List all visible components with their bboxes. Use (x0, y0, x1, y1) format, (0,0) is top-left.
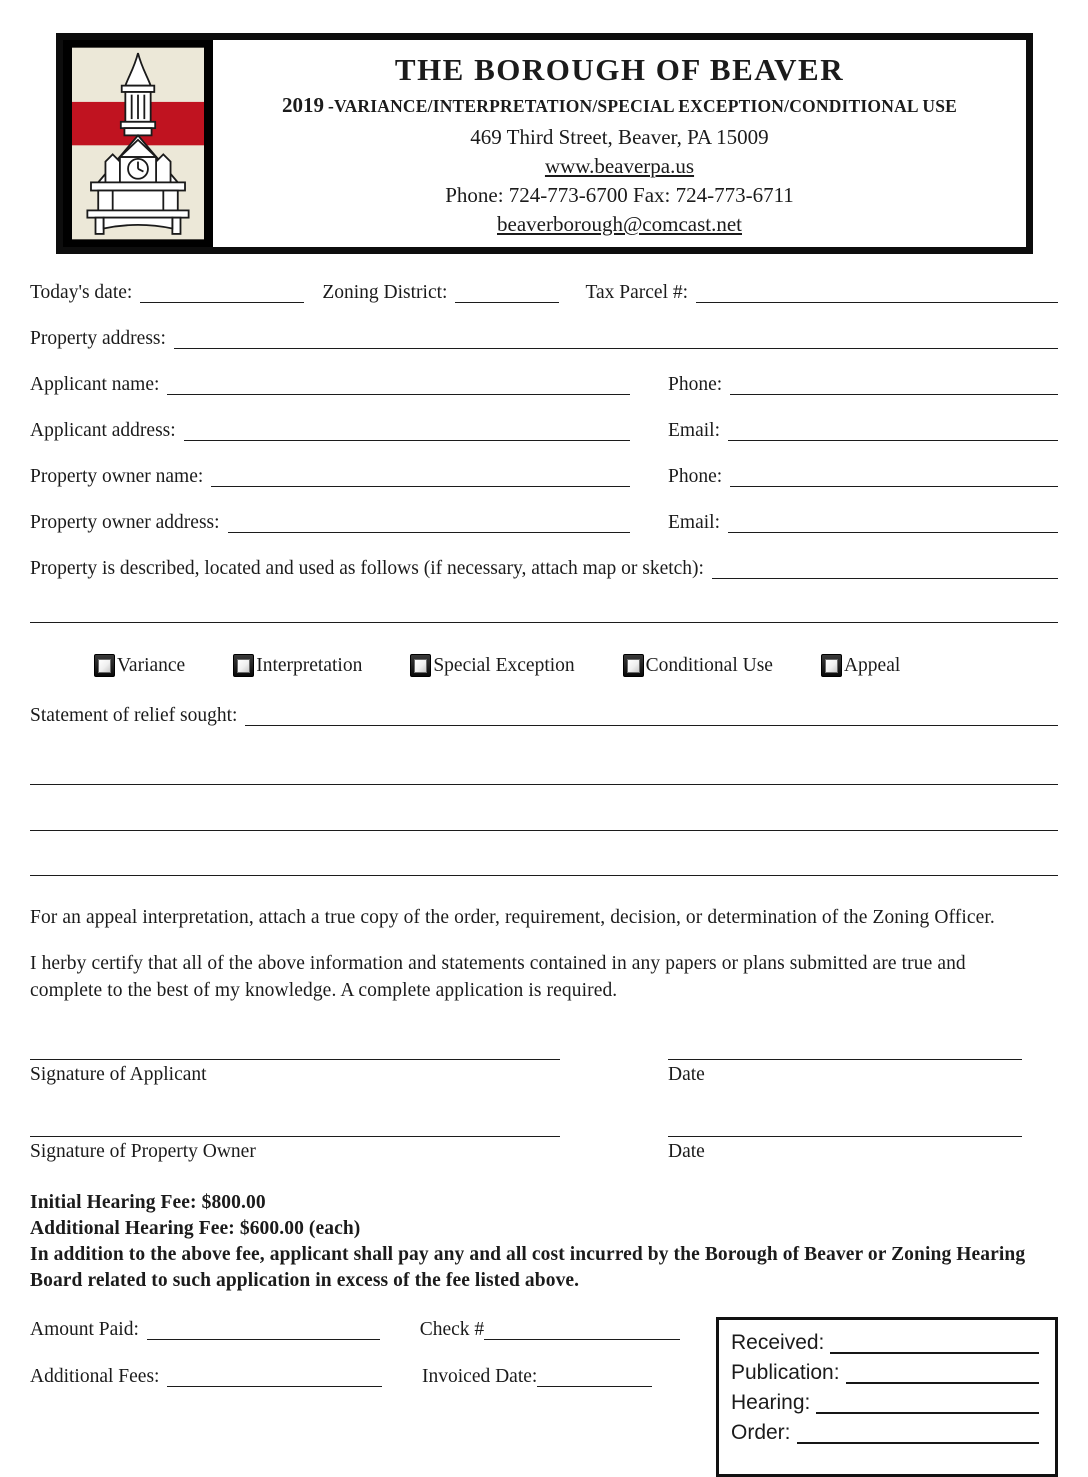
publication-input-line[interactable] (846, 1368, 1039, 1384)
variance-checkbox-face (98, 659, 111, 673)
owner-date-label: Date (668, 1141, 705, 1162)
row-property-described (30, 556, 1058, 582)
property-described-continuation-line[interactable] (30, 622, 1058, 623)
conditional-use-checkbox[interactable] (623, 654, 644, 677)
checkbox-item-variance (94, 654, 185, 677)
payment-row-1 (30, 1317, 680, 1343)
amount-paid-input-line[interactable] (147, 1326, 380, 1340)
additional-fee-line: Additional Hearing Fee: $600.00 (each) (30, 1218, 361, 1239)
row-owner-name (30, 464, 1058, 490)
appeal-checkbox-face (825, 659, 838, 673)
row-date-zoning-parcel (30, 280, 1058, 306)
applicant-phone-input-line[interactable] (730, 381, 1058, 395)
application-type-checkboxes (94, 654, 1058, 677)
publication-label: Publication: (731, 1361, 840, 1384)
header-text-block (213, 40, 1026, 247)
applicant-date-label: Date (668, 1064, 705, 1085)
applicant-email-input-line[interactable] (728, 427, 1058, 441)
interpretation-checkbox[interactable] (233, 654, 254, 677)
interpretation-checkbox-face (237, 659, 250, 673)
applicant-email-label: Email: (668, 420, 720, 441)
logo-frame (63, 40, 213, 247)
appeal-checkbox[interactable] (821, 654, 842, 677)
payment-section (30, 1317, 1058, 1477)
row-property-address (30, 326, 1058, 352)
todays-date-label: Today's date: (30, 282, 133, 303)
hearing-input-line[interactable] (816, 1398, 1039, 1414)
row-relief-sought (30, 703, 1058, 729)
initial-fee-line: Initial Hearing Fee: $800.00 (30, 1192, 266, 1213)
checkbox-item-conditional-use (623, 654, 773, 677)
street-address: 469 Third Street, Beaver, PA 15009 (470, 125, 769, 149)
fee-notice (30, 1190, 1040, 1294)
owner-signature-label: Signature of Property Owner (30, 1141, 256, 1162)
owner-phone-input-line[interactable] (730, 473, 1058, 487)
check-number-input-line[interactable] (484, 1326, 680, 1340)
applicant-signature-row (30, 1040, 1058, 1088)
relief-continuation-line-1[interactable] (30, 784, 1058, 785)
invoiced-date-label: Invoiced Date: (422, 1366, 538, 1387)
applicant-date-line[interactable] (668, 1040, 1022, 1060)
clock-tower-logo (72, 47, 204, 240)
additional-fees-label: Additional Fees: (30, 1366, 160, 1387)
checkbox-item-special-exception (410, 654, 574, 677)
applicant-address-label: Applicant address: (30, 420, 176, 441)
form-subtitle (213, 90, 1026, 123)
property-described-label: Property is described, located and used as follows (if necessary, attach map or sketch): (30, 558, 704, 579)
todays-date-input-line[interactable] (140, 289, 304, 303)
form-body (0, 280, 1088, 1477)
application-form-page (0, 33, 1088, 1444)
publication-row (731, 1358, 1039, 1388)
relief-continuation-line-2[interactable] (30, 830, 1058, 831)
order-input-line[interactable] (797, 1428, 1039, 1444)
page-title: THE BOROUGH OF BEAVER (394, 52, 845, 87)
row-applicant-address (30, 418, 1058, 444)
owner-phone-label: Phone: (668, 466, 723, 487)
relief-sought-input-line[interactable] (245, 712, 1058, 726)
row-owner-address (30, 510, 1058, 536)
appeal-note: For an appeal interpretation, attach a true copy of the order, requirement, decision, or determination of the Zoning Officer. (30, 907, 995, 928)
phone-fax: Phone: 724-773-6700 Fax: 724-773-6711 (445, 183, 794, 207)
owner-email-label: Email: (668, 512, 720, 533)
email-link[interactable]: beaverborough@comcast.net (497, 212, 742, 236)
owner-name-label: Property owner name: (30, 466, 204, 487)
applicant-address-input-line[interactable] (184, 427, 630, 441)
order-row (731, 1418, 1039, 1448)
special-exception-label: Special Exception (433, 654, 575, 676)
additional-fees-input-line[interactable] (167, 1373, 382, 1387)
property-described-input-line[interactable] (712, 565, 1058, 579)
payment-fields (30, 1317, 680, 1477)
owner-address-input-line[interactable] (228, 519, 630, 533)
form-subtitle-text: -VARIANCE/INTERPRETATION/SPECIAL EXCEPTION/CONDITIONAL USE (327, 96, 958, 116)
relief-sought-label: Statement of relief sought: (30, 705, 238, 726)
fee-note: In addition to the above fee, applicant shall pay any and all cost incurred by the Borough of Beaver or Zoning Hearing Board related to such application in excess of the fee listed above. (30, 1244, 1026, 1291)
office-use-box (716, 1317, 1058, 1477)
applicant-name-label: Applicant name: (30, 374, 160, 395)
certification-statement: I herby certify that all of the above information and statements contained in any papers or plans submitted are true and complete to the best of my knowledge. A complete application is required. (30, 953, 966, 1001)
payment-row-2 (30, 1364, 680, 1390)
owner-signature-line[interactable] (30, 1117, 560, 1137)
checkbox-item-interpretation (233, 654, 362, 677)
received-row (731, 1328, 1039, 1358)
variance-label: Variance (117, 654, 186, 676)
website-link[interactable]: www.beaverpa.us (544, 154, 695, 178)
header (56, 33, 1033, 254)
amount-paid-label: Amount Paid: (30, 1319, 139, 1340)
check-number-label: Check # (419, 1319, 485, 1340)
applicant-name-input-line[interactable] (167, 381, 630, 395)
appeal-label: Appeal (843, 654, 901, 676)
owner-date-line[interactable] (668, 1117, 1022, 1137)
tax-parcel-input-line[interactable] (696, 289, 1058, 303)
received-input-line[interactable] (830, 1338, 1039, 1354)
interpretation-label: Interpretation (256, 654, 363, 676)
applicant-phone-label: Phone: (668, 374, 723, 395)
relief-continuation-line-3[interactable] (30, 875, 1058, 876)
tax-parcel-label: Tax Parcel #: (585, 282, 689, 303)
conditional-use-label: Conditional Use (645, 654, 773, 676)
property-address-input-line[interactable] (174, 335, 1058, 349)
variance-checkbox[interactable] (94, 654, 115, 677)
row-applicant-name (30, 372, 1058, 398)
form-year: 2019 (281, 93, 324, 117)
applicant-signature-label: Signature of Applicant (30, 1064, 207, 1085)
received-label: Received: (731, 1331, 825, 1354)
owner-address-label: Property owner address: (30, 512, 220, 533)
checkbox-item-appeal (821, 654, 900, 677)
property-address-label: Property address: (30, 328, 166, 349)
invoiced-date-input-line[interactable] (537, 1373, 652, 1387)
special-exception-checkbox-face (414, 659, 427, 673)
order-label: Order: (731, 1421, 791, 1444)
owner-name-input-line[interactable] (211, 473, 630, 487)
special-exception-checkbox[interactable] (410, 654, 431, 677)
zoning-district-label: Zoning District: (322, 282, 448, 303)
zoning-district-input-line[interactable] (455, 289, 559, 303)
hearing-row (731, 1388, 1039, 1418)
owner-email-input-line[interactable] (728, 519, 1058, 533)
applicant-signature-line[interactable] (30, 1040, 560, 1060)
owner-signature-row (30, 1117, 1058, 1165)
hearing-label: Hearing: (731, 1391, 811, 1414)
conditional-use-checkbox-face (627, 659, 640, 673)
